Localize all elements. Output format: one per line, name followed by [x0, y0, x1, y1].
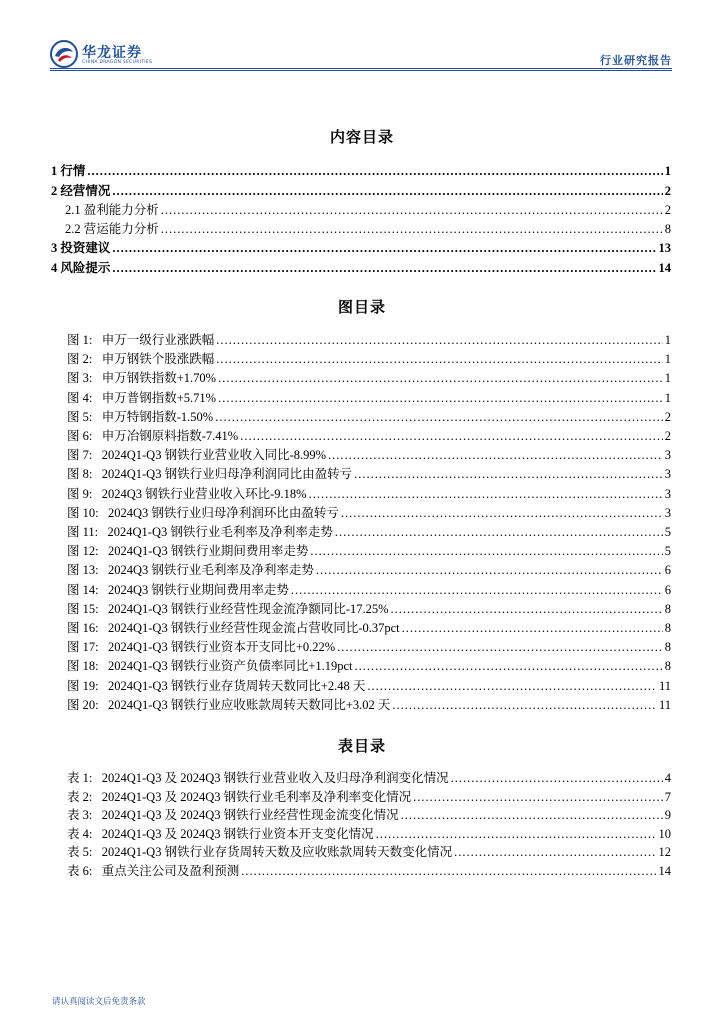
entry-page: 10: [658, 826, 671, 841]
figures-title: 图目录: [337, 298, 386, 316]
entry-label: 图 20: 2024Q1-Q3 钢铁行业应收账款周转天数同比+3.02 天: [67, 697, 391, 712]
entry-label: 图 10: 2024Q3 钢铁行业归母净利润环比由盈转亏: [67, 505, 339, 520]
entry-label: 图 9: 2024Q3 钢铁行业营业收入环比-9.18%: [67, 486, 307, 501]
brand-logo: [50, 40, 160, 70]
toc-entry-label: 2.2 营运能力分析: [65, 222, 159, 236]
toc-entry-label: 3 投资建议: [51, 241, 111, 255]
entry-page: 3: [664, 467, 671, 482]
tables-title: 表目录: [337, 737, 386, 755]
figure-entry[interactable]: [67, 580, 671, 598]
entry-page: 7: [664, 789, 671, 804]
toc-entry-page: 8: [664, 222, 671, 236]
entry-page: 6: [664, 582, 671, 597]
entry-page: 9: [664, 808, 671, 823]
entry-page: 12: [658, 845, 671, 860]
toc-entry-page: 2: [664, 184, 671, 198]
dragon-logo-icon: [50, 40, 78, 68]
toc-entry-page: 14: [658, 261, 671, 275]
table-entry[interactable]: [67, 824, 671, 842]
toc-entry[interactable]: [51, 238, 671, 256]
figure-entry[interactable]: [67, 368, 671, 386]
table-entry[interactable]: [67, 842, 671, 860]
table-entry[interactable]: [67, 768, 671, 786]
entry-page: 2: [664, 409, 671, 424]
toc-entry-label: 4 风险提示: [51, 261, 111, 275]
figure-entry[interactable]: [67, 503, 671, 521]
entry-label: 图 15: 2024Q1-Q3 钢铁行业经营性现金流净额同比-17.25%: [67, 601, 389, 616]
toc-entry-label: 2 经营情况: [51, 184, 111, 198]
contents-title: 内容目录: [329, 128, 394, 146]
entry-label: 图 5: 申万特钢指数-1.50%: [67, 409, 214, 424]
toc-entry[interactable]: [65, 200, 671, 218]
entry-page: 2: [664, 429, 671, 443]
entry-page: 11: [658, 697, 671, 712]
entry-label: 图 12: 2024Q1-Q3 钢铁行业期间费用率走势: [67, 544, 309, 559]
toc-entry-page: 1: [664, 164, 671, 178]
entry-page: 6: [664, 563, 671, 578]
entry-page: 3: [664, 505, 671, 520]
brand-name-en: CHINA DRAGON SECURITIES: [82, 60, 153, 65]
figure-entry[interactable]: [67, 599, 671, 617]
figure-entry[interactable]: [67, 541, 671, 559]
entry-page: 11: [658, 678, 671, 693]
figure-entry[interactable]: [67, 695, 671, 713]
entry-page: 1: [664, 390, 671, 405]
entry-page: 1: [664, 371, 671, 386]
toc-entry[interactable]: [51, 181, 671, 199]
entry-label: 图 2: 申万钢铁个股涨跌幅: [67, 352, 215, 367]
entry-label: 图 19: 2024Q1-Q3 钢铁行业存货周转天数同比+2.48 天: [67, 678, 366, 693]
entry-label: 表 3: 2024Q1-Q3 及 2024Q3 钢铁行业经营性现金流变化情况: [67, 808, 399, 823]
entry-page: 1: [664, 352, 671, 367]
report-type: 行业研究报告: [600, 54, 672, 67]
toc-entry-page: 13: [658, 241, 671, 255]
entry-page: 5: [664, 544, 671, 559]
entry-page: 8: [664, 640, 671, 655]
entry-page: 8: [664, 659, 671, 674]
figure-entry[interactable]: [67, 560, 671, 578]
figure-entry[interactable]: [67, 349, 671, 367]
figure-entry[interactable]: [67, 676, 671, 694]
entry-label: 图 8: 2024Q1-Q3 钢铁行业归母净利润同比由盈转亏: [67, 467, 353, 482]
entry-page: 4: [664, 771, 671, 785]
toc-entry-label: 2.1 盈利能力分析: [65, 203, 159, 217]
entry-page: 1: [664, 333, 671, 347]
entry-page: 3: [664, 486, 671, 501]
entry-label: 表 2: 2024Q1-Q3 及 2024Q3 钢铁行业毛利率及净利率变化情况: [67, 789, 412, 804]
toc-entry-label: 1 行情: [51, 164, 86, 178]
entry-label: 表 1: 2024Q1-Q3 及 2024Q3 钢铁行业营业收入及归母净利润变化情况: [67, 771, 449, 785]
figure-entry[interactable]: [67, 656, 671, 674]
figure-entry[interactable]: [67, 464, 671, 482]
entry-label: 图 1: 申万一级行业涨跌幅: [67, 333, 215, 347]
figure-entry[interactable]: [67, 522, 671, 540]
entry-page: 3: [664, 448, 671, 463]
entry-label: 图 16: 2024Q1-Q3 钢铁行业经营性现金流占营收同比-0.37pct: [67, 621, 400, 635]
toc-entry[interactable]: [65, 219, 671, 237]
footer-disclaimer: 请认真阅读文后免责条款: [52, 997, 146, 1007]
header-divider: [50, 68, 672, 69]
entry-label: 表 5: 2024Q1-Q3 钢铁行业存货周转天数及应收账款周转天数变化情况: [67, 845, 453, 860]
figure-entry[interactable]: [67, 388, 671, 406]
figure-entry[interactable]: [67, 637, 671, 655]
entry-label: 表 6: 重点关注公司及盈利预测: [67, 864, 240, 878]
entry-label: 图 11: 2024Q1-Q3 钢铁行业毛利率及净利率走势: [67, 525, 333, 539]
figure-entry[interactable]: [67, 426, 671, 444]
entry-label: 图 18: 2024Q1-Q3 钢铁行业资产负债率同比+1.19pct: [67, 659, 353, 674]
entry-label: 图 13: 2024Q3 钢铁行业毛利率及净利率走势: [67, 563, 314, 578]
figure-entry[interactable]: [67, 445, 671, 463]
entry-page: 8: [664, 621, 671, 635]
table-entry[interactable]: [67, 787, 671, 805]
page-header: [0, 0, 724, 72]
table-entry[interactable]: [67, 861, 671, 879]
entry-label: 图 3: 申万钢铁指数+1.70%: [67, 371, 217, 386]
brand-name: 华龙证券: [82, 45, 142, 61]
entry-label: 图 4: 申万普钢指数+5.71%: [67, 390, 217, 405]
entry-label: 图 6: 申万冶钢原料指数-7.41%: [67, 429, 239, 443]
entry-label: 图 14: 2024Q3 钢铁行业期间费用率走势: [67, 582, 289, 597]
figure-entry[interactable]: [67, 407, 671, 425]
entry-label: 表 4: 2024Q1-Q3 及 2024Q3 钢铁行业资本开支变化情况: [67, 826, 374, 841]
header-divider-2: [50, 70, 672, 71]
table-entry[interactable]: [67, 805, 671, 823]
toc-entry[interactable]: [51, 258, 671, 276]
toc-entry-page: 2: [664, 203, 671, 217]
entry-label: 图 7: 2024Q1-Q3 钢铁行业营业收入同比-8.99%: [67, 448, 327, 463]
entry-page: 8: [664, 601, 671, 616]
entry-page: 14: [658, 864, 671, 878]
entry-page: 5: [664, 525, 671, 539]
figure-entry[interactable]: [67, 330, 671, 348]
toc-entry[interactable]: [51, 161, 671, 179]
entry-label: 图 17: 2024Q1-Q3 钢铁行业资本开支同比+0.22%: [67, 640, 336, 655]
figure-entry[interactable]: [67, 618, 671, 636]
figure-entry[interactable]: [67, 484, 671, 502]
